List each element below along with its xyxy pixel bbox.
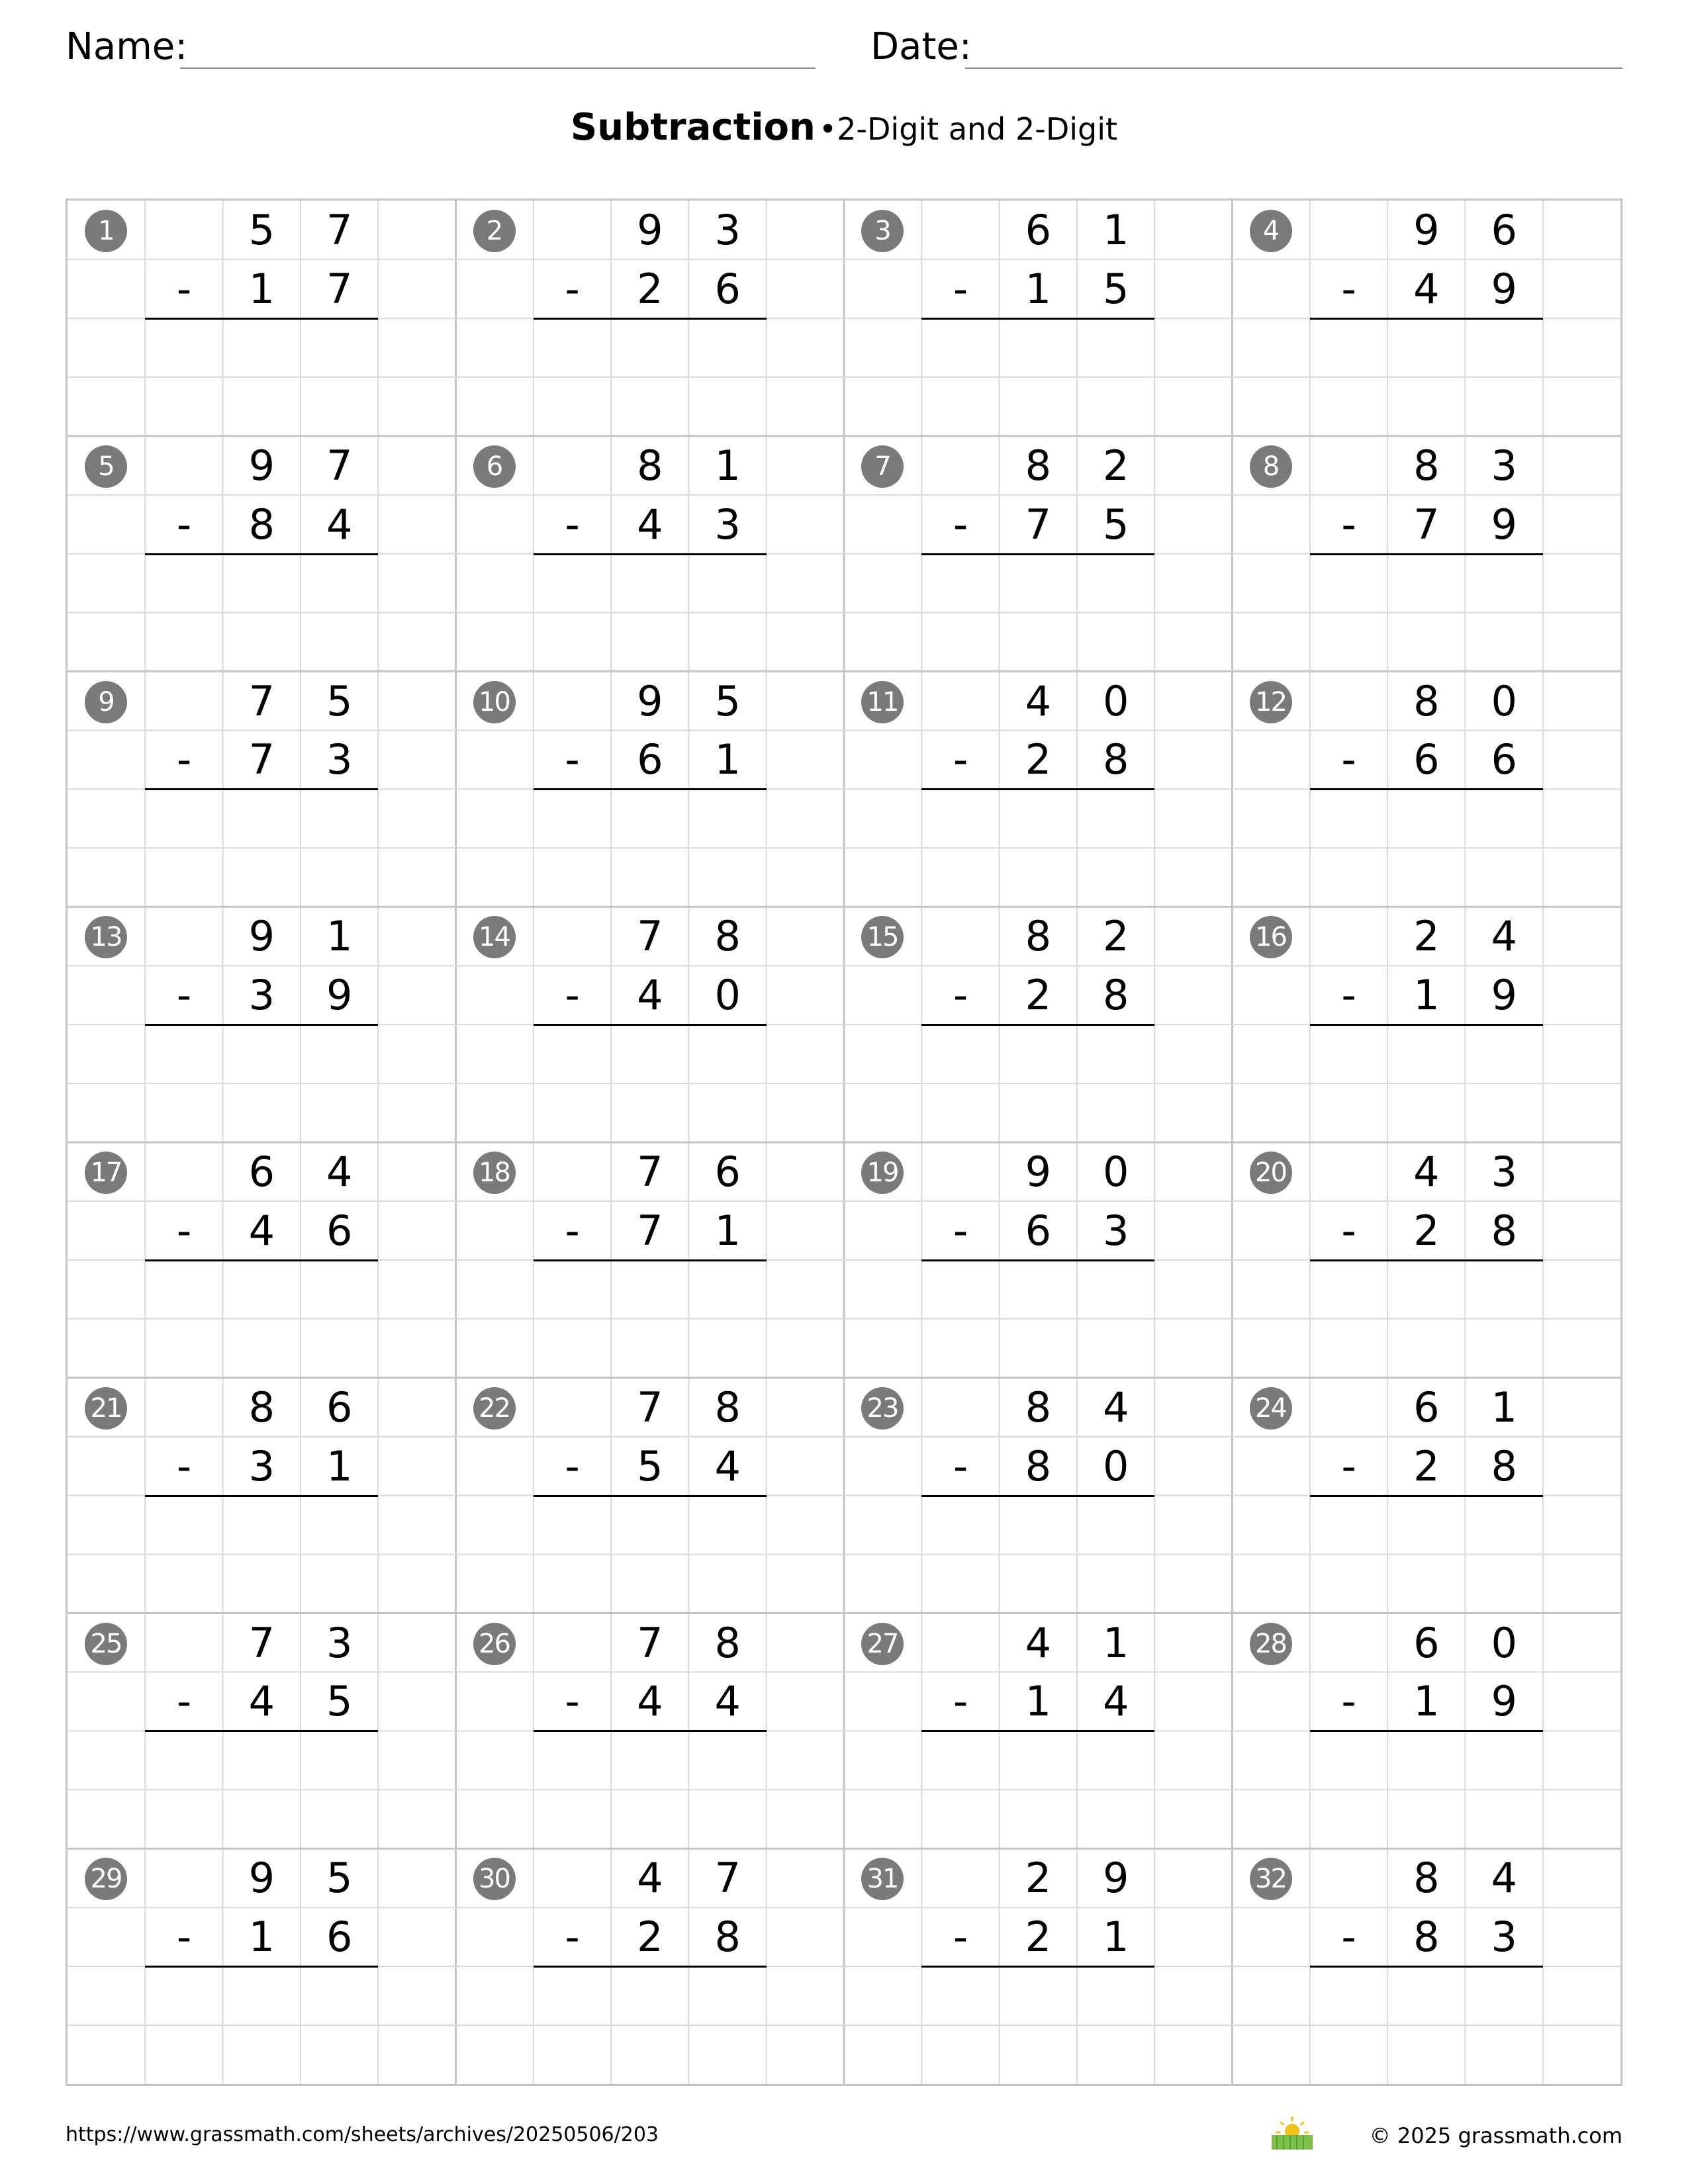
bottom-tens-digit: 8 — [1413, 1913, 1440, 1962]
operator-sign: - — [565, 1677, 580, 1726]
problem-11 — [844, 672, 1233, 908]
top-tens-digit: 4 — [1413, 1148, 1440, 1196]
bottom-tens-digit: 1 — [1025, 264, 1052, 313]
operator-sign: - — [1341, 735, 1356, 784]
top-tens-digit: 8 — [1413, 441, 1440, 490]
bottom-tens-digit: 2 — [637, 264, 663, 313]
bottom-tens-digit: 4 — [248, 1677, 275, 1726]
top-ones-digit: 8 — [714, 1618, 741, 1667]
problem-12 — [1233, 672, 1622, 908]
top-ones-digit: 2 — [1102, 441, 1129, 490]
top-ones-digit: 8 — [714, 1383, 741, 1432]
answer-area[interactable] — [534, 554, 767, 672]
problem-14 — [456, 907, 845, 1143]
top-tens-digit: 5 — [248, 206, 275, 254]
top-ones-digit: 5 — [326, 676, 353, 725]
bottom-ones-digit: 3 — [1491, 1913, 1517, 1962]
problem-18 — [456, 1142, 845, 1379]
operator-sign: - — [953, 264, 968, 313]
bottom-tens-digit: 1 — [1025, 1677, 1052, 1726]
operator-sign: - — [1341, 1913, 1356, 1962]
top-ones-digit: 4 — [1491, 912, 1517, 961]
bottom-ones-digit: 9 — [1491, 264, 1517, 313]
bottom-tens-digit: 4 — [637, 971, 663, 1020]
bottom-tens-digit: 3 — [248, 971, 275, 1020]
answer-area[interactable] — [534, 318, 767, 436]
problem-6 — [456, 436, 845, 672]
top-ones-digit: 2 — [1102, 912, 1129, 961]
bottom-ones-digit: 5 — [1102, 500, 1129, 549]
bottom-tens-digit: 1 — [1413, 1677, 1440, 1726]
problem-22 — [456, 1378, 845, 1614]
operator-sign: - — [953, 971, 968, 1020]
problem-number-badge: 27 — [861, 1623, 904, 1665]
top-ones-digit: 6 — [326, 1383, 353, 1432]
operator-sign: - — [565, 1206, 580, 1255]
problem-number-badge: 7 — [861, 445, 904, 488]
top-tens-digit: 6 — [1025, 206, 1052, 254]
top-ones-digit: 5 — [326, 1854, 353, 1903]
problem-30 — [456, 1848, 845, 2085]
answer-area[interactable] — [534, 1260, 767, 1378]
bottom-tens-digit: 4 — [637, 1677, 663, 1726]
operator-sign: - — [1341, 971, 1356, 1020]
problem-number-badge: 25 — [85, 1623, 127, 1665]
bottom-tens-digit: 1 — [248, 264, 275, 313]
operator-sign: - — [565, 264, 580, 313]
answer-area[interactable] — [145, 1966, 378, 2084]
bottom-ones-digit: 4 — [714, 1441, 741, 1490]
operator-sign: - — [953, 1441, 968, 1490]
bottom-ones-digit: 8 — [714, 1913, 741, 1962]
bottom-ones-digit: 0 — [1102, 1441, 1129, 1490]
bottom-tens-digit: 2 — [1025, 971, 1052, 1020]
answer-area[interactable] — [921, 1260, 1154, 1378]
top-tens-digit: 6 — [248, 1148, 275, 1196]
top-tens-digit: 9 — [248, 912, 275, 961]
answer-area[interactable] — [534, 1966, 767, 2084]
problem-number-badge: 16 — [1250, 916, 1292, 958]
bottom-tens-digit: 1 — [1413, 971, 1440, 1020]
top-tens-digit: 7 — [248, 1618, 275, 1667]
problem-2 — [456, 201, 845, 437]
problem-number-badge: 23 — [861, 1387, 904, 1430]
bottom-ones-digit: 6 — [326, 1206, 353, 1255]
operator-sign: - — [565, 1913, 580, 1962]
top-ones-digit: 3 — [326, 1618, 353, 1667]
top-tens-digit: 7 — [637, 1618, 663, 1667]
bottom-ones-digit: 9 — [1491, 500, 1517, 549]
answer-area[interactable] — [1310, 1024, 1543, 1142]
problem-7 — [844, 436, 1233, 672]
answer-area[interactable] — [921, 1731, 1154, 1848]
bottom-ones-digit: 1 — [1102, 1913, 1129, 1962]
problem-number-badge: 28 — [1250, 1623, 1292, 1665]
problem-number-badge: 8 — [1250, 445, 1292, 488]
problem-number-badge: 20 — [1250, 1152, 1292, 1194]
top-ones-digit: 1 — [1102, 206, 1129, 254]
top-tens-digit: 8 — [248, 1383, 275, 1432]
bottom-tens-digit: 7 — [1025, 500, 1052, 549]
top-ones-digit: 7 — [714, 1854, 741, 1903]
answer-area[interactable] — [1310, 1496, 1543, 1614]
top-tens-digit: 9 — [637, 676, 663, 725]
top-tens-digit: 8 — [637, 441, 663, 490]
bottom-tens-digit: 6 — [1413, 735, 1440, 784]
problem-8 — [1233, 436, 1622, 672]
bottom-ones-digit: 9 — [1491, 1677, 1517, 1726]
answer-area[interactable] — [534, 1024, 767, 1142]
answer-area[interactable] — [921, 554, 1154, 672]
bottom-ones-digit: 7 — [326, 264, 353, 313]
operator-sign: - — [1341, 264, 1356, 313]
bottom-ones-digit: 5 — [1102, 264, 1129, 313]
bottom-ones-digit: 3 — [1102, 1206, 1129, 1255]
operator-sign: - — [176, 971, 192, 1020]
operator-sign: - — [176, 1206, 192, 1255]
bottom-tens-digit: 7 — [1413, 500, 1440, 549]
problem-number-badge: 26 — [473, 1623, 516, 1665]
operator-sign: - — [176, 1913, 192, 1962]
top-tens-digit: 9 — [1025, 1148, 1052, 1196]
answer-area[interactable] — [921, 789, 1154, 907]
problem-1 — [68, 201, 457, 437]
operator-sign: - — [953, 1913, 968, 1962]
bottom-ones-digit: 4 — [714, 1677, 741, 1726]
answer-area[interactable] — [145, 789, 378, 907]
bottom-ones-digit: 1 — [714, 1206, 741, 1255]
grass-sun-logo-icon — [1270, 2115, 1314, 2151]
problem-21 — [68, 1378, 457, 1614]
problem-28 — [1233, 1614, 1622, 1850]
bottom-ones-digit: 8 — [1102, 971, 1129, 1020]
problem-32 — [1233, 1848, 1622, 2085]
bottom-ones-digit: 4 — [1102, 1677, 1129, 1726]
title-subtitle: 2-Digit and 2-Digit — [837, 111, 1118, 147]
top-tens-digit: 8 — [1413, 1854, 1440, 1903]
top-tens-digit: 7 — [637, 1383, 663, 1432]
bottom-ones-digit: 6 — [326, 1913, 353, 1962]
top-tens-digit: 4 — [1025, 1618, 1052, 1667]
top-ones-digit: 3 — [1491, 1148, 1517, 1196]
top-tens-digit: 9 — [248, 1854, 275, 1903]
footer-url: https://www.grassmath.com/sheets/archives/20250506/203 — [66, 2123, 659, 2146]
problem-grid — [66, 199, 1622, 2086]
operator-sign: - — [1341, 500, 1356, 549]
problem-number-badge: 32 — [1250, 1858, 1292, 1900]
operator-sign: - — [953, 500, 968, 549]
problem-16 — [1233, 907, 1622, 1143]
operator-sign: - — [1341, 1206, 1356, 1255]
answer-area[interactable] — [1310, 789, 1543, 907]
problem-number-badge: 3 — [861, 210, 904, 252]
bottom-ones-digit: 8 — [1491, 1441, 1517, 1490]
problem-number-badge: 1 — [85, 210, 127, 252]
top-ones-digit: 3 — [714, 206, 741, 254]
operator-sign: - — [565, 500, 580, 549]
problem-15 — [844, 907, 1233, 1143]
top-ones-digit: 4 — [326, 1148, 353, 1196]
top-ones-digit: 1 — [1491, 1383, 1517, 1432]
problem-number-badge: 14 — [473, 916, 516, 958]
top-tens-digit: 8 — [1413, 676, 1440, 725]
date-line[interactable] — [965, 68, 1622, 69]
top-ones-digit: 5 — [714, 676, 741, 725]
top-ones-digit: 1 — [1102, 1618, 1129, 1667]
bottom-ones-digit: 9 — [1491, 971, 1517, 1020]
problem-25 — [68, 1614, 457, 1850]
name-label: Name: — [66, 25, 188, 68]
top-tens-digit: 8 — [1025, 441, 1052, 490]
bottom-tens-digit: 6 — [637, 735, 663, 784]
problem-number-badge: 13 — [85, 916, 127, 958]
bottom-tens-digit: 2 — [637, 1913, 663, 1962]
problem-19 — [844, 1142, 1233, 1379]
bottom-tens-digit: 2 — [1413, 1441, 1440, 1490]
operator-sign: - — [1341, 1677, 1356, 1726]
bottom-ones-digit: 0 — [714, 971, 741, 1020]
problem-number-badge: 2 — [473, 210, 516, 252]
top-ones-digit: 8 — [714, 912, 741, 961]
answer-area[interactable] — [145, 554, 378, 672]
bottom-ones-digit: 1 — [326, 1441, 353, 1490]
answer-area[interactable] — [1310, 1731, 1543, 1848]
operator-sign: - — [565, 1441, 580, 1490]
top-tens-digit: 2 — [1413, 912, 1440, 961]
date-label: Date: — [870, 25, 972, 68]
bottom-tens-digit: 2 — [1025, 735, 1052, 784]
top-tens-digit: 7 — [248, 676, 275, 725]
top-ones-digit: 0 — [1491, 676, 1517, 725]
title-separator: • — [818, 111, 837, 147]
top-tens-digit: 4 — [637, 1854, 663, 1903]
bottom-tens-digit: 2 — [1413, 1206, 1440, 1255]
operator-sign: - — [565, 735, 580, 784]
problem-number-badge: 24 — [1250, 1387, 1292, 1430]
problem-number-badge: 29 — [85, 1858, 127, 1900]
problem-13 — [68, 907, 457, 1143]
problem-17 — [68, 1142, 457, 1379]
problem-3 — [844, 201, 1233, 437]
answer-area[interactable] — [145, 1496, 378, 1614]
answer-area[interactable] — [921, 1024, 1154, 1142]
problem-number-badge: 10 — [473, 681, 516, 723]
bottom-tens-digit: 7 — [248, 735, 275, 784]
problem-10 — [456, 672, 845, 908]
bottom-tens-digit: 6 — [1025, 1206, 1052, 1255]
bottom-ones-digit: 3 — [714, 500, 741, 549]
operator-sign: - — [953, 1206, 968, 1255]
problem-number-badge: 19 — [861, 1152, 904, 1194]
bottom-ones-digit: 1 — [714, 735, 741, 784]
top-ones-digit: 7 — [326, 441, 353, 490]
top-tens-digit: 6 — [1413, 1618, 1440, 1667]
answer-area[interactable] — [921, 318, 1154, 436]
problem-20 — [1233, 1142, 1622, 1379]
top-ones-digit: 1 — [714, 441, 741, 490]
answer-area[interactable] — [921, 1966, 1154, 2084]
operator-sign: - — [176, 500, 192, 549]
problem-23 — [844, 1378, 1233, 1614]
title-main: Subtraction — [570, 106, 816, 149]
top-tens-digit: 7 — [637, 1148, 663, 1196]
problem-number-badge: 4 — [1250, 210, 1292, 252]
bottom-ones-digit: 6 — [1491, 735, 1517, 784]
bottom-ones-digit: 6 — [714, 264, 741, 313]
problem-number-badge: 12 — [1250, 681, 1292, 723]
bottom-tens-digit: 5 — [637, 1441, 663, 1490]
top-tens-digit: 6 — [1413, 1383, 1440, 1432]
bottom-tens-digit: 3 — [248, 1441, 275, 1490]
problem-number-badge: 17 — [85, 1152, 127, 1194]
bottom-tens-digit: 2 — [1025, 1913, 1052, 1962]
answer-area[interactable] — [145, 1024, 378, 1142]
bottom-tens-digit: 8 — [1025, 1441, 1052, 1490]
problem-number-badge: 5 — [85, 445, 127, 488]
problem-number-badge: 30 — [473, 1858, 516, 1900]
top-ones-digit: 4 — [1491, 1854, 1517, 1903]
problem-4 — [1233, 201, 1622, 437]
top-ones-digit: 4 — [1102, 1383, 1129, 1432]
answer-area[interactable] — [145, 318, 378, 436]
bottom-tens-digit: 4 — [1413, 264, 1440, 313]
top-tens-digit: 8 — [1025, 912, 1052, 961]
problem-31 — [844, 1848, 1233, 2085]
answer-area[interactable] — [1310, 554, 1543, 672]
problem-27 — [844, 1614, 1233, 1850]
top-tens-digit: 8 — [1025, 1383, 1052, 1432]
operator-sign: - — [176, 1441, 192, 1490]
bottom-ones-digit: 3 — [326, 735, 353, 784]
problem-number-badge: 18 — [473, 1152, 516, 1194]
bottom-ones-digit: 4 — [326, 500, 353, 549]
answer-area[interactable] — [534, 1496, 767, 1614]
problem-number-badge: 22 — [473, 1387, 516, 1430]
problem-number-badge: 15 — [861, 916, 904, 958]
operator-sign: - — [176, 1677, 192, 1726]
problem-number-badge: 9 — [85, 681, 127, 723]
answer-area[interactable] — [1310, 318, 1543, 436]
top-tens-digit: 7 — [637, 912, 663, 961]
answer-area[interactable] — [1310, 1966, 1543, 2084]
problem-9 — [68, 672, 457, 908]
bottom-tens-digit: 4 — [637, 500, 663, 549]
problem-number-badge: 11 — [861, 681, 904, 723]
top-tens-digit: 9 — [637, 206, 663, 254]
operator-sign: - — [1341, 1441, 1356, 1490]
top-ones-digit: 7 — [326, 206, 353, 254]
operator-sign: - — [565, 971, 580, 1020]
bottom-ones-digit: 5 — [326, 1677, 353, 1726]
top-ones-digit: 9 — [1102, 1854, 1129, 1903]
top-tens-digit: 9 — [248, 441, 275, 490]
bottom-ones-digit: 8 — [1102, 735, 1129, 784]
bottom-tens-digit: 8 — [248, 500, 275, 549]
answer-area[interactable] — [145, 1260, 378, 1378]
operator-sign: - — [953, 735, 968, 784]
answer-area[interactable] — [534, 1731, 767, 1848]
operator-sign: - — [953, 1677, 968, 1726]
top-ones-digit: 6 — [1491, 206, 1517, 254]
operator-sign: - — [176, 264, 192, 313]
bottom-ones-digit: 8 — [1491, 1206, 1517, 1255]
problem-5 — [68, 436, 457, 672]
top-ones-digit: 3 — [1491, 441, 1517, 490]
answer-area[interactable] — [1310, 1260, 1543, 1378]
bottom-ones-digit: 9 — [326, 971, 353, 1020]
problem-number-badge: 6 — [473, 445, 516, 488]
top-ones-digit: 0 — [1491, 1618, 1517, 1667]
operator-sign: - — [176, 735, 192, 784]
problem-number-badge: 21 — [85, 1387, 127, 1430]
answer-area[interactable] — [145, 1731, 378, 1848]
top-tens-digit: 2 — [1025, 1854, 1052, 1903]
problem-24 — [1233, 1378, 1622, 1614]
footer-copyright: © 2025 grassmath.com — [1369, 2123, 1622, 2148]
answer-area[interactable] — [534, 789, 767, 907]
top-ones-digit: 0 — [1102, 1148, 1129, 1196]
top-ones-digit: 6 — [714, 1148, 741, 1196]
top-ones-digit: 1 — [326, 912, 353, 961]
problem-29 — [68, 1848, 457, 2085]
bottom-tens-digit: 1 — [248, 1913, 275, 1962]
top-tens-digit: 4 — [1025, 676, 1052, 725]
top-ones-digit: 0 — [1102, 676, 1129, 725]
problem-number-badge: 31 — [861, 1858, 904, 1900]
name-line[interactable] — [180, 68, 816, 69]
top-tens-digit: 9 — [1413, 206, 1440, 254]
bottom-tens-digit: 7 — [637, 1206, 663, 1255]
problem-26 — [456, 1614, 845, 1850]
answer-area[interactable] — [921, 1496, 1154, 1614]
bottom-tens-digit: 4 — [248, 1206, 275, 1255]
worksheet-title — [0, 106, 1688, 149]
